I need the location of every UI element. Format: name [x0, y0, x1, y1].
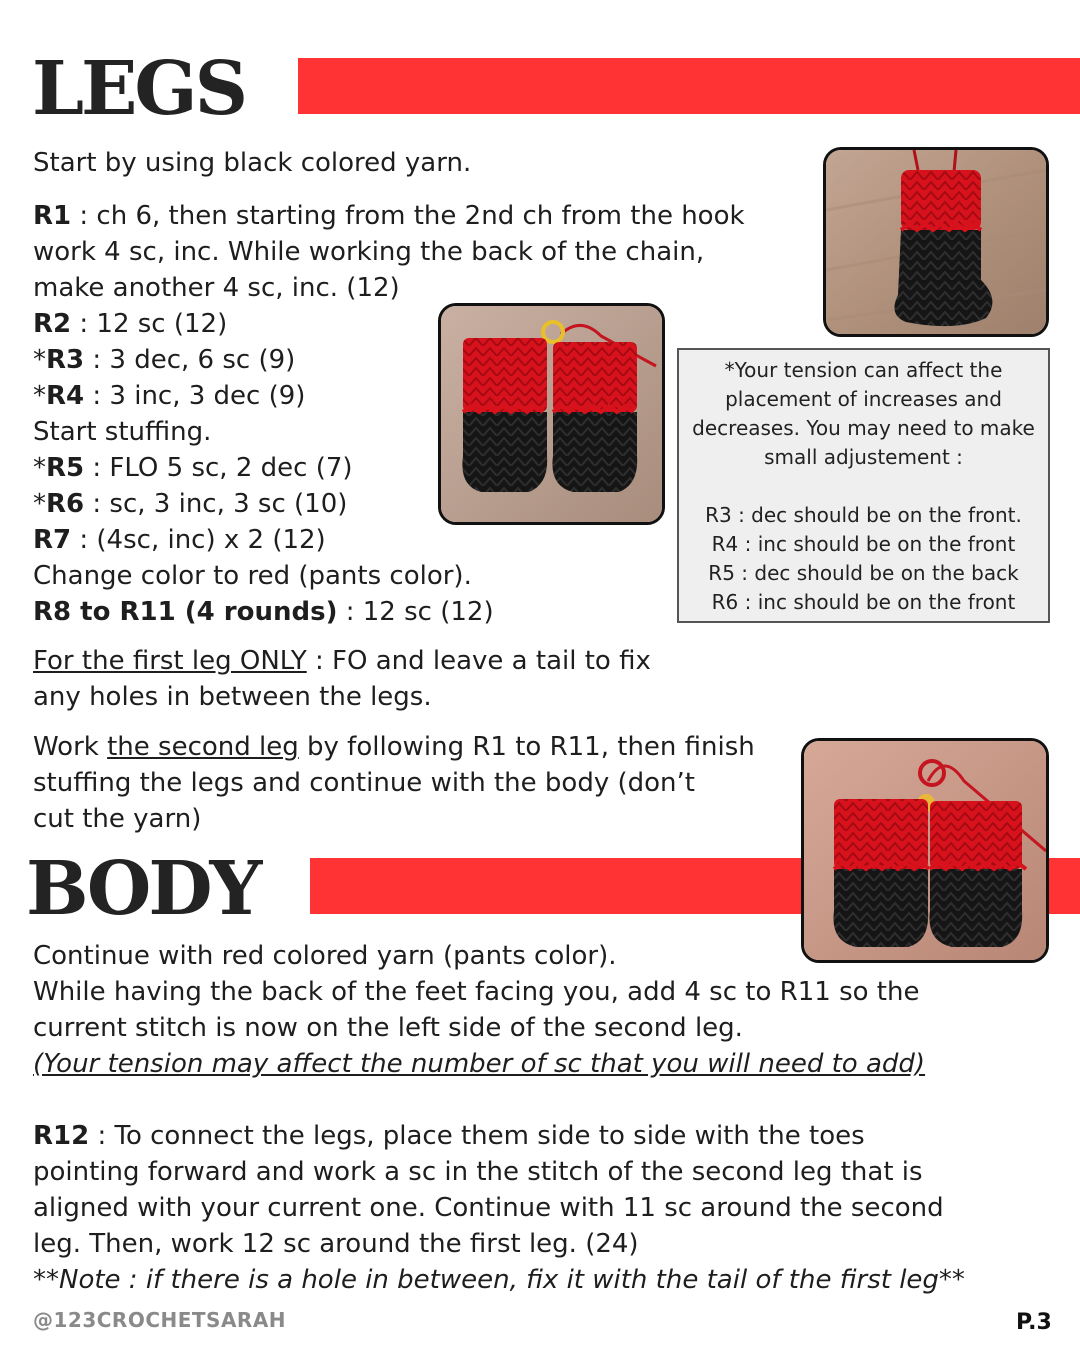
two-legs-photo [438, 303, 665, 525]
tension-note-line-1: *Your tension can affect the [724, 358, 1003, 382]
single-leg-image [826, 150, 1046, 334]
round-r4: *R4 : 3 inc, 3 dec (9) [33, 381, 306, 411]
body-instructions [33, 938, 1043, 1298]
body-line-1: Continue with red colored yarn (pants color). [33, 941, 617, 971]
tension-detail-r6: R6 : inc should be on the front [711, 590, 1016, 614]
legs-intro: Start by using black colored yarn. [33, 148, 472, 178]
body-heading: BODY [26, 846, 260, 932]
second-leg-note-cont: stuffing the legs and continue with the body (don’t [33, 768, 695, 798]
round-r1: R1 : ch 6, then starting from the 2nd ch from the hook [33, 201, 745, 231]
change-color-step: Change color to red (pants color). [33, 561, 472, 591]
single-leg-photo [823, 147, 1049, 337]
round-r2: R2 : 12 sc (12) [33, 309, 228, 339]
round-r12: R12 : To connect the legs, place them side to side with the toes [33, 1121, 865, 1151]
second-leg-note-cont2: cut the yarn) [33, 804, 202, 834]
round-r12-cont3: leg. Then, work 12 sc around the first leg. (24) [33, 1229, 639, 1259]
tension-detail-r3: R3 : dec should be on the front. [705, 503, 1022, 527]
author-handle: @123CROCHETSARAH [33, 1308, 287, 1332]
tension-detail-r5: R5 : dec should be on the back [708, 561, 1019, 585]
tension-detail-r4: R4 : inc should be on the front [711, 532, 1016, 556]
round-r1-cont2: make another 4 sc, inc. (12) [33, 273, 400, 303]
first-leg-note: For the first leg ONLY : FO and leave a tail to fix [33, 646, 651, 676]
round-r1-cont: work 4 sc, inc. While working the back of the chain, [33, 237, 705, 267]
tension-note-box [677, 348, 1050, 623]
round-r8-r11: R8 to R11 (4 rounds) : 12 sc (12) [33, 597, 494, 627]
page-number: P.3 [1016, 1310, 1052, 1335]
round-r12-cont2: aligned with your current one. Continue with 11 sc around the second [33, 1193, 944, 1223]
round-r3: *R3 : 3 dec, 6 sc (9) [33, 345, 296, 375]
legs-heading: LEGS [32, 46, 246, 132]
round-r6: *R6 : sc, 3 inc, 3 sc (10) [33, 489, 348, 519]
body-hole-note: **Note : if there is a hole in between, fix it with the tail of the first leg** [33, 1265, 965, 1295]
connected-legs-photo [801, 738, 1049, 963]
round-r5: *R5 : FLO 5 sc, 2 dec (7) [33, 453, 353, 483]
first-leg-note-cont: any holes in between the legs. [33, 682, 432, 712]
tension-note-line-4: small adjustement : [764, 445, 963, 469]
body-tension-note: (Your tension may affect the number of sc that you will need to add) [33, 1049, 926, 1079]
two-legs-image [441, 306, 662, 522]
stuffing-step: Start stuffing. [33, 417, 212, 447]
second-leg-note: Work the second leg by following R1 to R11, then finish [33, 732, 755, 762]
connected-legs-image [804, 741, 1046, 960]
tension-note-line-3: decreases. You may need to make [692, 416, 1035, 440]
body-line-3: current stitch is now on the left side of the second leg. [33, 1013, 743, 1043]
round-r7: R7 : (4sc, inc) x 2 (12) [33, 525, 326, 555]
body-line-2: While having the back of the feet facing you, add 4 sc to R11 so the [33, 977, 920, 1007]
legs-header-bar [298, 58, 1080, 114]
tension-note-line-2: placement of increases and [725, 387, 1002, 411]
round-r12-cont1: pointing forward and work a sc in the stitch of the second leg that is [33, 1157, 923, 1187]
